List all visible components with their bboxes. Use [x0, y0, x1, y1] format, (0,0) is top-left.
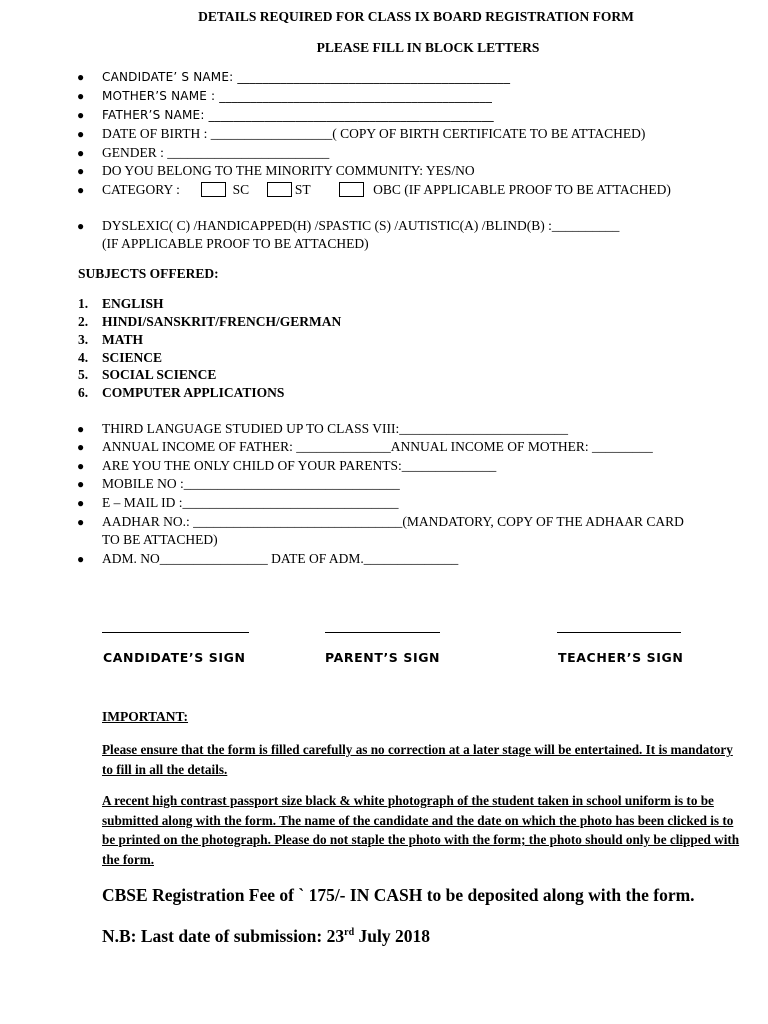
disability-field[interactable]: DYSLEXIC( C) /HANDICAPPED(H) /SPASTIC (S) /AUTISTIC(A) /BLIND(B) :__________: [102, 218, 620, 233]
minority-field[interactable]: DO YOU BELONG TO THE MINORITY COMMUNITY: YES/NO: [102, 163, 475, 178]
subjects-heading: SUBJECTS OFFERED:: [78, 266, 219, 281]
important-note-1: Please ensure that the form is filled carefully as no correction at a later stage will be entertained. It is mandatory to fill in all the details.: [102, 742, 733, 777]
registration-fee-note: CBSE Registration Fee of ` 175/- IN CASH to be deposited along with the form.: [102, 885, 695, 905]
bullet-icon: ●: [77, 219, 85, 233]
subject-number: 6.: [78, 385, 89, 400]
teacher-sign-label: TEACHER’S SIGN: [558, 650, 684, 665]
bullet-icon: ●: [77, 146, 85, 160]
aadhar-note: TO BE ATTACHED): [102, 532, 218, 547]
st-checkbox[interactable]: [267, 182, 292, 197]
subject-item: SCIENCE: [102, 350, 163, 365]
dob-field[interactable]: DATE OF BIRTH : __________________( COPY OF BIRTH CERTIFICATE TO BE ATTACHED): [102, 126, 646, 141]
bullet-icon: ●: [77, 127, 85, 141]
category-label: CATEGORY :: [102, 182, 180, 197]
bullet-icon: ●: [77, 477, 85, 491]
email-field[interactable]: E – MAIL ID :________________________________: [102, 495, 399, 510]
sc-label: SC: [232, 182, 250, 197]
bullet-icon: ●: [77, 422, 85, 436]
last-date-suffix: July 2018: [354, 926, 430, 946]
form-title: DETAILS REQUIRED FOR CLASS IX BOARD REGISTRATION FORM: [198, 9, 634, 24]
bullet-icon: ●: [77, 496, 85, 510]
subject-number: 3.: [78, 332, 89, 347]
adm-field[interactable]: ADM. NO________________ DATE OF ADM.______________: [102, 551, 459, 566]
disability-note: (IF APPLICABLE PROOF TO BE ATTACHED): [102, 236, 369, 251]
important-note-2: A recent high contrast passport size black & white photograph of the student taken in school uniform is to be submitted along with the form. The name of the candidate and the date on which the photo has been clicked is to be printed on the photograph. Please do not staple the photo with the form; the photo should only be clipped with the form.: [102, 793, 740, 867]
bullet-icon: ●: [77, 89, 85, 103]
third-language-field[interactable]: THIRD LANGUAGE STUDIED UP TO CLASS VIII:_________________________: [102, 421, 569, 436]
subject-number: 1.: [78, 296, 89, 311]
important-heading: IMPORTANT:: [102, 709, 189, 724]
subject-item: MATH: [102, 332, 143, 347]
bullet-icon: ●: [77, 552, 85, 566]
parent-sign-line[interactable]: [325, 632, 440, 633]
bullet-icon: ●: [77, 440, 85, 454]
subject-item: HINDI/SANSKRIT/FRENCH/GERMAN: [102, 314, 342, 329]
candidate-sign-label: CANDIDATE’S SIGN: [103, 650, 246, 665]
last-date-prefix: N.B: Last date of submission: 23: [102, 926, 345, 946]
bullet-icon: ●: [77, 164, 85, 178]
only-child-field[interactable]: ARE YOU THE ONLY CHILD OF YOUR PARENTS:______________: [102, 458, 497, 473]
category-row: [102, 182, 671, 198]
subject-number: 5.: [78, 367, 89, 382]
bullet-icon: ●: [77, 183, 85, 197]
st-label: ST: [294, 182, 311, 197]
last-date-suffix-sup: rd: [344, 927, 355, 939]
last-date-note: [102, 926, 430, 947]
candidate-name-field[interactable]: CANDIDATE’ S NAME: ____________________________________________: [102, 70, 511, 84]
parent-sign-label: PARENT’S SIGN: [325, 650, 441, 665]
candidate-sign-line[interactable]: [102, 632, 249, 633]
aadhar-field[interactable]: AADHAR NO.: _______________________________(MANDATORY, COPY OF THE ADHAAR CARD: [102, 514, 684, 529]
teacher-sign-line[interactable]: [557, 632, 681, 633]
gender-field[interactable]: GENDER : ________________________: [102, 145, 330, 160]
mother-name-field[interactable]: MOTHER’S NAME : ____________________________________________: [102, 89, 493, 103]
subject-number: 2.: [78, 314, 89, 329]
bullet-icon: ●: [77, 515, 85, 529]
mobile-field[interactable]: MOBILE NO :________________________________: [102, 476, 400, 491]
bullet-icon: ●: [77, 108, 85, 122]
obc-label: OBC (IF APPLICABLE PROOF TO BE ATTACHED): [373, 182, 671, 197]
subject-item: ENGLISH: [102, 296, 164, 311]
subject-item: SOCIAL SCIENCE: [102, 367, 217, 382]
subject-number: 4.: [78, 350, 89, 365]
sc-checkbox[interactable]: [201, 182, 226, 197]
bullet-icon: ●: [77, 70, 85, 84]
bullet-icon: ●: [77, 459, 85, 473]
obc-checkbox[interactable]: [339, 182, 364, 197]
subject-item: COMPUTER APPLICATIONS: [102, 385, 285, 400]
annual-income-field[interactable]: ANNUAL INCOME OF FATHER: ______________ANNUAL INCOME OF MOTHER: _________: [102, 439, 653, 454]
father-name-field[interactable]: FATHER’S NAME: ______________________________________________: [102, 108, 494, 122]
form-subtitle: PLEASE FILL IN BLOCK LETTERS: [316, 40, 540, 55]
